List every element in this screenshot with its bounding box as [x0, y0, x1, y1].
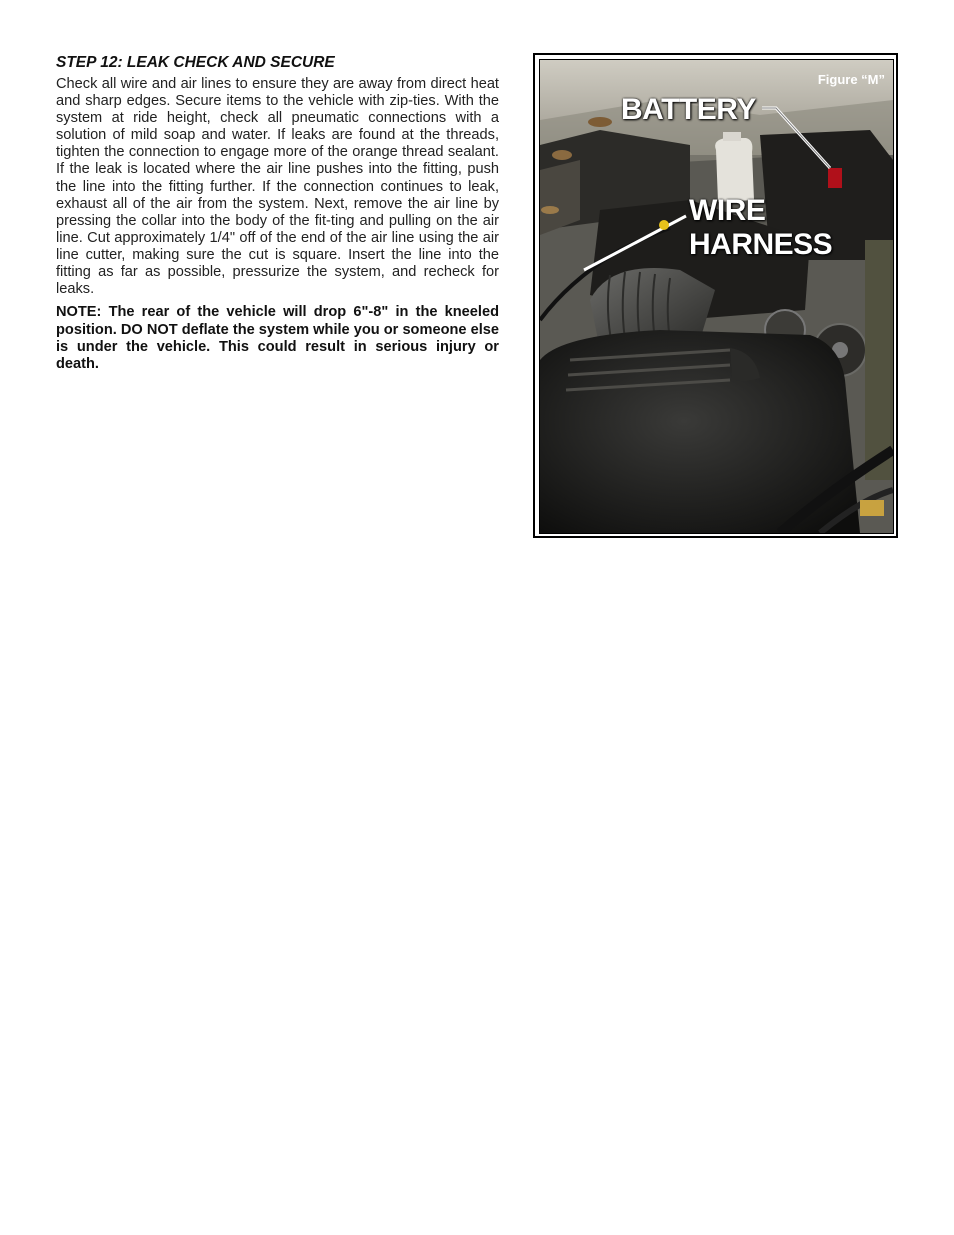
battery-callout: BATTERY — [621, 93, 756, 126]
warning-note: NOTE: The rear of the vehicle will drop 6"-8" in the kneeled position. DO NOT deflate the system while you or someone else is under the vehicle. This could result in serious injury or death. — [56, 304, 499, 373]
step-heading: STEP 12: LEAK CHECK AND SECURE — [56, 54, 335, 71]
step-body-paragraph: Check all wire and air lines to ensure they are away from direct heat and sharp edges. Secure items to the vehicle with zip-ties. With the system at ride height, check all pneumatic connections with a solution of mild soap and water. If leaks are found at the threads, tighten the connection to engage more of the orange thread sealant. If the leak is located where the air line pushes into the fitting, push the line into the fitting further. If the connection continues to leak, exhaust all of the air from the system. Next, remove the air line by pressing the collar into the body of the fit-ting and pulling on the air line. Cut approximately 1/4" off of the end of the air line using the air line cutter, making sure the cut is square. Insert the line into the fitting as far as possible, pressurize the system, and recheck for leaks. — [56, 76, 499, 298]
wire-harness-callout-line2: HARNESS — [689, 228, 833, 261]
engine-bay-photo — [539, 59, 894, 534]
wire-harness-callout-line1: WIRE — [689, 194, 766, 227]
engine-bay-illustration — [540, 60, 893, 533]
figure-m-frame — [533, 53, 898, 538]
wire-harness-callout — [689, 194, 832, 262]
instruction-column — [56, 54, 499, 373]
figure-label: Figure “M” — [817, 72, 885, 87]
